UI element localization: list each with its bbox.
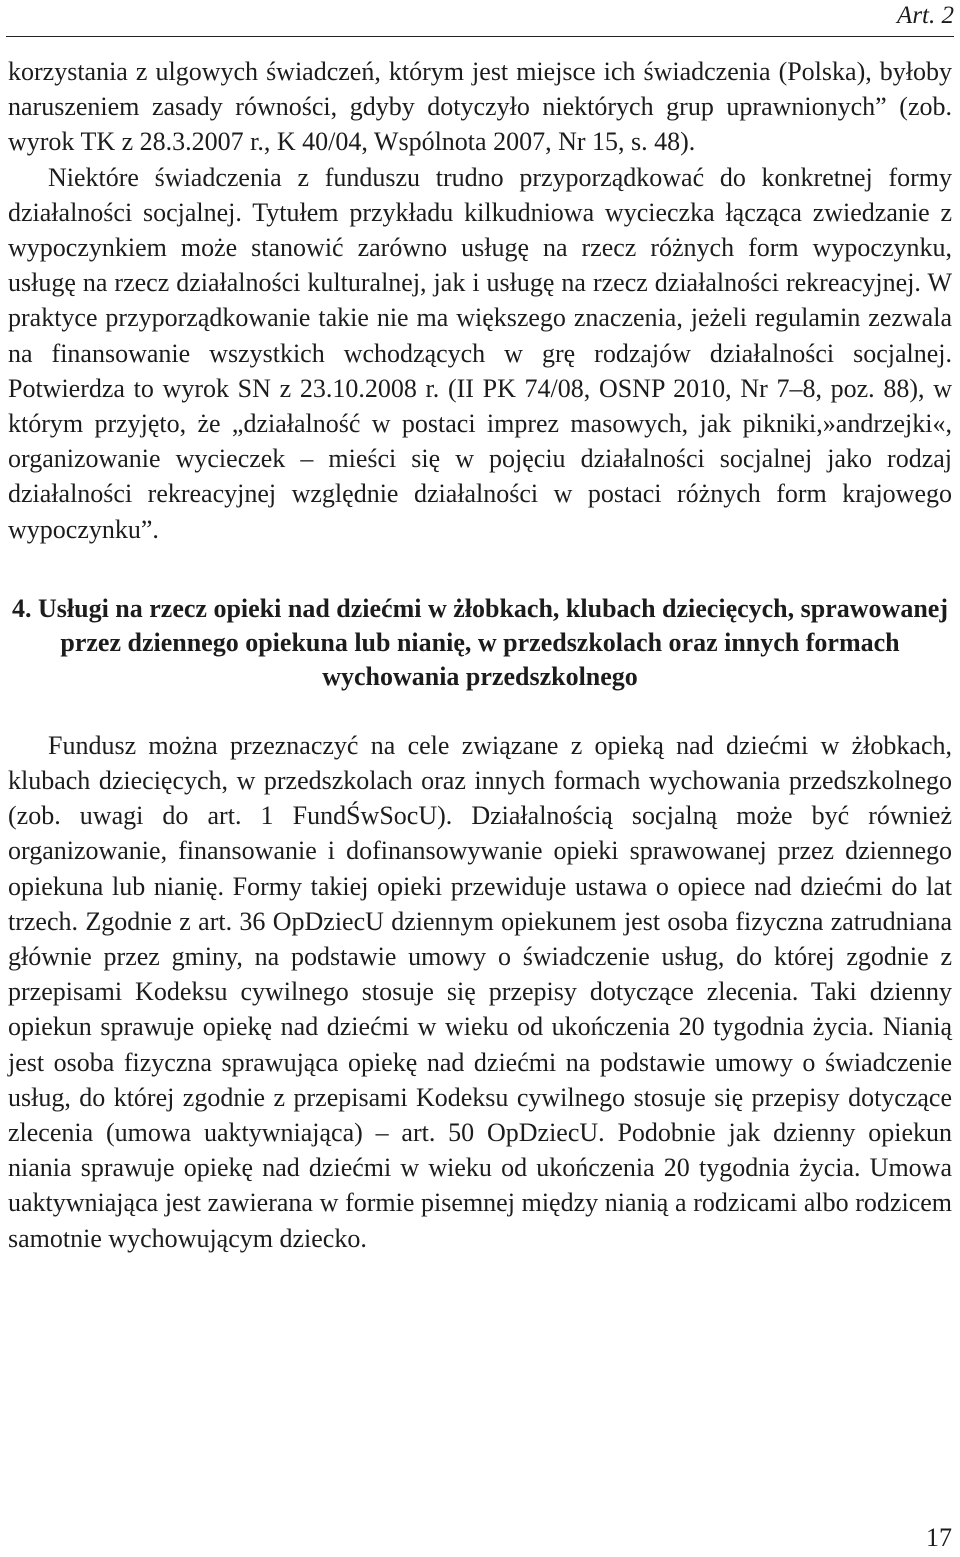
page-content bbox=[8, 54, 952, 1256]
paragraph-childcare: Fundusz można przeznaczyć na cele związane z opieką nad dziećmi w żłobkach, klubach dziecięcych, w przedszkolach oraz innych formach wychowania przedszkolnego (zob. uwagi do art. 1 FundŚwSocU). Działalnością socjalną może być również organizowanie, finansowanie i dofinansowywanie opieki sprawowanej przez dziennego opiekuna lub nianię. Formy takiej opieki przewiduje ustawa o opiece nad dziećmi do lat trzech. Zgodnie z art. 36 OpDziecU dziennym opiekunem jest osoba fizyczna zatrudniana głównie przez gminy, na podstawie umowy o świadczenie usług, do której zgodnie z przepisami Kodeksu cywilnego stosuje się przepisy dotyczące zlecenia. Taki dzienny opiekun sprawuje opiekę nad dziećmi w wieku od ukończenia 20 tygodnia życia. Nianią jest osoba fizyczna sprawująca opiekę nad dziećmi na podstawie umowy o świadczenie usług, do której zgodnie z przepisami Kodeksu cywilnego stosuje się przepisy dotyczące zlecenia (umowa uaktywniająca) – art. 50 OpDziecU. Podobnie jak dzienny opiekun niania sprawuje opiekę nad dziećmi w wieku od ukończenia 20 tygodnia życia. Umowa uaktywniająca jest zawierana w formie pisemnej między nianią a rodzicami albo rodzicem samotnie wychowującym dziecko. bbox=[8, 730, 952, 1253]
page-number: 17 bbox=[926, 1523, 952, 1552]
running-head: Art. 2 bbox=[897, 2, 954, 29]
header-rule bbox=[6, 36, 954, 37]
paragraph-activity-classification: Niektóre świadczenia z funduszu trudno przyporządkować do konkretnej formy działalności socjalnej. Tytułem przykładu kilkudniowa wycieczka łącząca zwiedzanie z wypoczynkiem może stanowić zarówno usługę na rzecz różnych form wypoczynku, usługę na rzecz działalności kulturalnej, jak i usługę na rzecz działalności rekreacyjnej. W praktyce przyporządkowanie takie nie ma większego znaczenia, jeżeli regulamin zezwala na finansowanie wszystkich wchodzących w grę rodzajów działalności socjalnej. Potwierdza to wyrok SN z 23.10.2008 r. (II PK 74/08, OSNP 2010, Nr 7–8, poz. 88), w którym przyjęto, że „działalność w postaci imprez masowych, jak pikniki,»andrzejki«, organizowanie wycieczek – mieści się w pojęciu działalności socjalnej jako rodzaj działalności rekreacyjnej względnie działalności w postaci różnych form krajowego wypoczynku”. bbox=[8, 162, 952, 544]
section-heading: 4. Usługi na rzecz opieki nad dziećmi w żłobkach, klubach dziecięcych, sprawowanej przez dziennego opiekuna lub nianię, w przedszkolach oraz innych formach wychowania przedszkolnego bbox=[12, 593, 948, 691]
paragraph-continued: korzystania z ulgowych świadczeń, którym jest miejsce ich świadczenia (Polska), byłoby naruszeniem zasady równości, gdyby dotyczyło niektórych grup uprawnionych” (zob. wyrok TK z 28.3.2007 r., K 40/04, Wspólnota 2007, Nr 15, s. 48). bbox=[8, 57, 952, 157]
